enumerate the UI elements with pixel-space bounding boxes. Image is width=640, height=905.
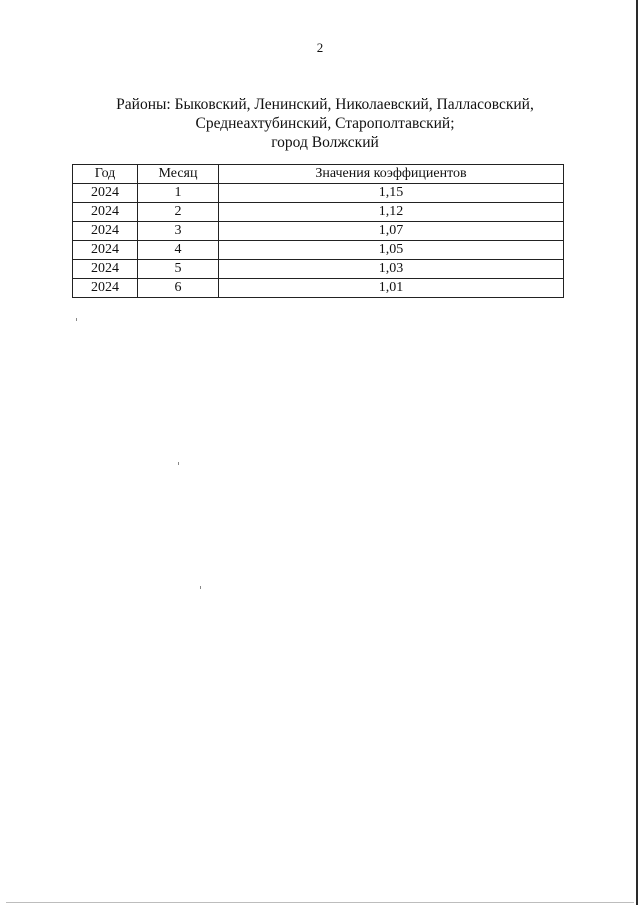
- document-heading: [60, 95, 590, 152]
- table-row: [73, 222, 564, 241]
- cell-coefficient: 1,07: [219, 222, 564, 241]
- table-row: [73, 279, 564, 298]
- cell-month: 4: [138, 241, 219, 260]
- cell-year: 2024: [73, 279, 138, 298]
- coefficients-table: [72, 164, 564, 298]
- cell-coefficient: 1,05: [219, 241, 564, 260]
- header-month: Месяц: [138, 165, 219, 184]
- cell-coefficient: 1,15: [219, 184, 564, 203]
- page-edge-line: [636, 0, 638, 905]
- heading-line-1: Районы: Быковский, Ленинский, Николаевский, Палласовский,: [116, 96, 534, 113]
- cell-year: 2024: [73, 203, 138, 222]
- cell-coefficient: 1,03: [219, 260, 564, 279]
- page-bottom-line: [6, 902, 634, 903]
- header-year: Год: [73, 165, 138, 184]
- table-row: [73, 241, 564, 260]
- cell-coefficient: 1,01: [219, 279, 564, 298]
- cell-year: 2024: [73, 260, 138, 279]
- cell-coefficient: 1,12: [219, 203, 564, 222]
- cell-month: 3: [138, 222, 219, 241]
- cell-month: 2: [138, 203, 219, 222]
- table-row: [73, 260, 564, 279]
- heading-line-2: Среднеахтубинский, Старополтавский;: [195, 115, 455, 132]
- scan-speck: [76, 318, 77, 321]
- cell-month: 5: [138, 260, 219, 279]
- table-row: [73, 184, 564, 203]
- header-coefficient: Значения коэффициентов: [219, 165, 564, 184]
- table-header-row: [73, 165, 564, 184]
- cell-year: 2024: [73, 184, 138, 203]
- scan-speck: [178, 462, 179, 465]
- cell-year: 2024: [73, 222, 138, 241]
- heading-line-3: город Волжский: [271, 134, 379, 151]
- page-number: 2: [316, 40, 324, 55]
- cell-year: 2024: [73, 241, 138, 260]
- table-row: [73, 203, 564, 222]
- scan-speck: [200, 586, 201, 589]
- cell-month: 6: [138, 279, 219, 298]
- cell-month: 1: [138, 184, 219, 203]
